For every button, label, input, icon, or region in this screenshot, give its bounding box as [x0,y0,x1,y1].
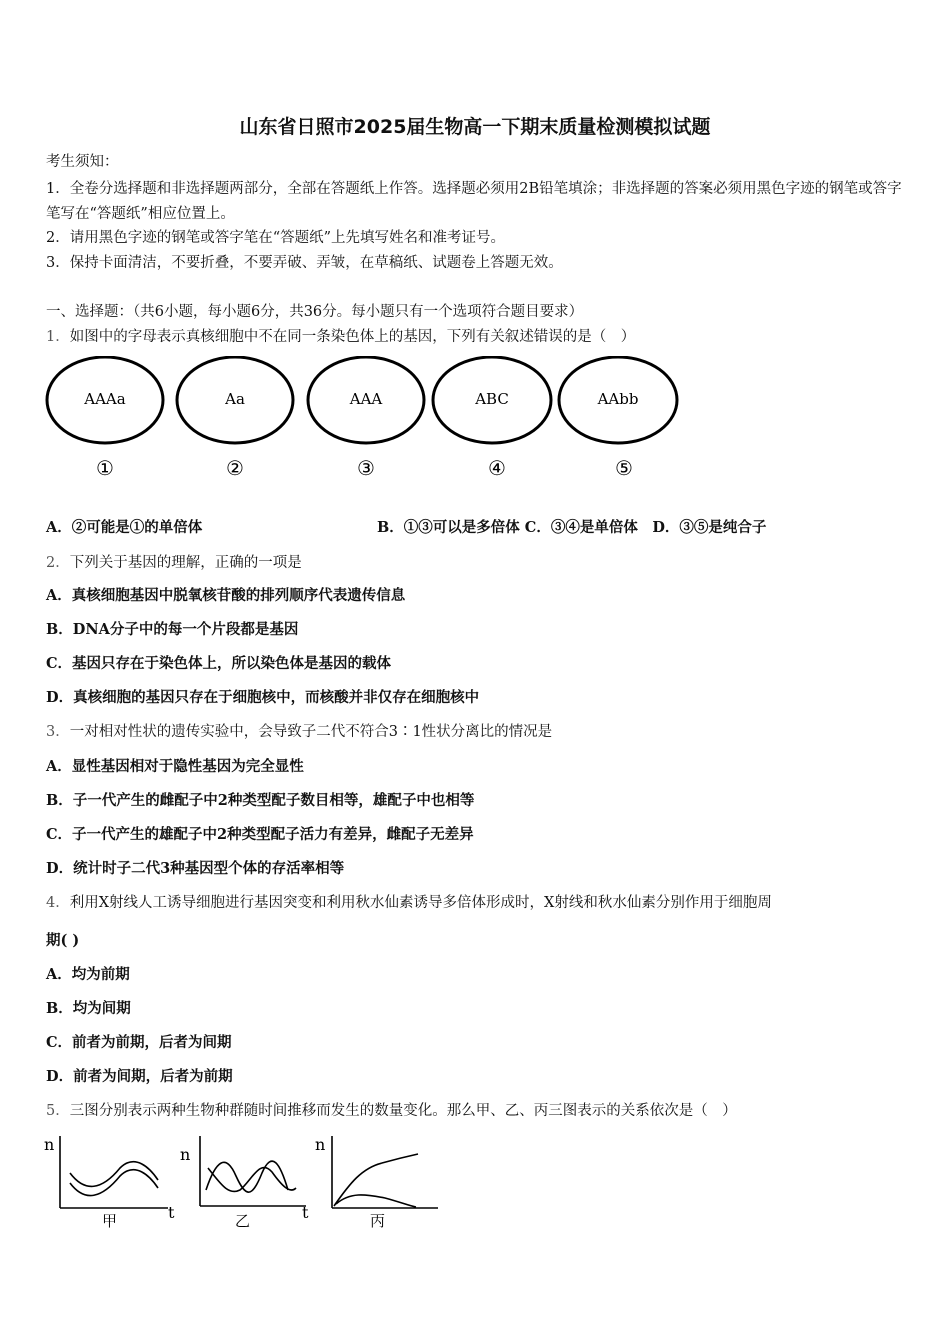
q4-option-c: C．前者为前期，后者为间期 [46,1034,232,1051]
cell-label: ① [96,456,114,480]
q2-option-d: D．真核细胞的基因只存在于细胞核中，而核酸并非仅存在细胞核中 [46,689,480,706]
question-4-stem [46,893,772,913]
question-number: 1． [46,329,70,345]
q4-option-a: A．均为前期 [46,966,130,983]
cells-diagram [40,356,690,486]
y-axis-label: n [180,1145,191,1164]
question-4-stem-cont: 期( ) [46,932,80,949]
page-title: 山东省日照市2025届生物高一下期末质量检测模拟试题 [239,116,711,138]
q2-option-c: C．基因只存在于染色体上，所以染色体是基因的载体 [46,655,392,672]
question-text: 利用X射线人工诱导细胞进行基因突变和利用秋水仙素诱导多倍体形成时，X射线和秋水仙素分别作用于细胞周 [69,895,772,911]
notice-item-3: 3．保持卡面清洁，不要折叠，不要弄破、弄皱，在草稿纸、试题卷上答题无效。 [46,255,563,271]
question-number: 4． [46,895,70,911]
y-axis-label: n [315,1135,326,1154]
q1-option-a: A．②可能是①的单倍体 [46,519,203,536]
cell-4 [433,357,551,480]
q4-option-b: B．均为间期 [46,1000,131,1017]
q2-option-b: B．DNA分子中的每一个片段都是基因 [46,621,299,638]
x-axis-label: t [302,1203,309,1222]
q3-option-c: C．子一代产生的雄配子中2种类型配子活力有差异，雌配子无差异 [46,826,474,843]
notice-heading: 考生须知： [46,154,119,170]
notice-item-2: 2．请用黑色字迹的钢笔或答字笔在“答题纸”上先填写姓名和准考证号。 [46,230,506,246]
q3-option-a: A．显性基因相对于隐性基因为完全显性 [46,758,304,775]
question-text: 如图中的字母表示真核细胞中不在同一条染色体上的基因，下列有关叙述错误的是（ ） [69,329,636,345]
graph-label: 丙 [370,1212,386,1230]
cell-1 [47,357,163,480]
graph-bing [315,1135,438,1230]
question-number: 2． [46,555,70,571]
cell-label: ② [226,456,244,480]
question-5-stem [46,1101,737,1121]
question-2-stem [46,553,302,573]
graph-label: 乙 [235,1212,251,1230]
cell-genes: AAA [349,390,383,408]
cell-3 [308,357,424,480]
q2-option-a: A．真核细胞基因中脱氧核苷酸的排列顺序代表遗传信息 [46,587,406,604]
cell-genes: AAbb [597,390,639,408]
cell-label: ③ [357,456,375,480]
cell-genes: ABC [475,390,509,408]
question-text: 三图分别表示两种生物种群随时间推移而发生的数量变化。那么甲、乙、丙三图表示的关系依次是（ ） [69,1103,737,1119]
cell-2 [177,357,293,480]
q3-option-b: B．子一代产生的雌配子中2种类型配子数目相等，雄配子中也相等 [46,792,475,809]
q3-option-d: D．统计时子二代3种基因型个体的存活率相等 [46,860,345,877]
question-number: 5． [46,1103,70,1119]
graph-yi [180,1136,309,1230]
y-axis-label: n [44,1135,55,1154]
cell-genes: Aa [225,390,245,408]
question-text: 下列关于基因的理解，正确的一项是 [69,555,302,571]
graph-label: 甲 [102,1212,118,1230]
cell-label: ④ [488,456,506,480]
question-3-stem [46,722,552,742]
cell-label: ⑤ [615,456,633,480]
cell-genes: AAAa [84,390,126,408]
section-heading: 一、选择题：（共6小题，每小题6分，共36分。每小题只有一个选项符合题目要求） [46,304,584,320]
question-text: 一对相对性状的遗传实验中，会导致子二代不符合3∶1性状分离比的情况是 [69,724,553,740]
notice-item-1: 1．全卷分选择题和非选择题两部分，全部在答题纸上作答。选择题必须用2B铅笔填涂；非选择题的答案必须用黑色字迹的钢笔或答字笔写在“答题纸”相应位置上。 [46,181,902,222]
q4-option-d: D．前者为间期，后者为前期 [46,1068,233,1085]
cell-5 [559,357,677,480]
q1-options-bcd: B．①③可以是多倍体 C．③④是单倍体 D．③⑤是纯合子 [377,519,767,536]
x-axis-label: t [168,1203,175,1222]
graph-jia [44,1135,175,1230]
question-1-stem [46,327,635,347]
question-number: 3． [46,724,70,740]
population-graphs [40,1128,460,1238]
